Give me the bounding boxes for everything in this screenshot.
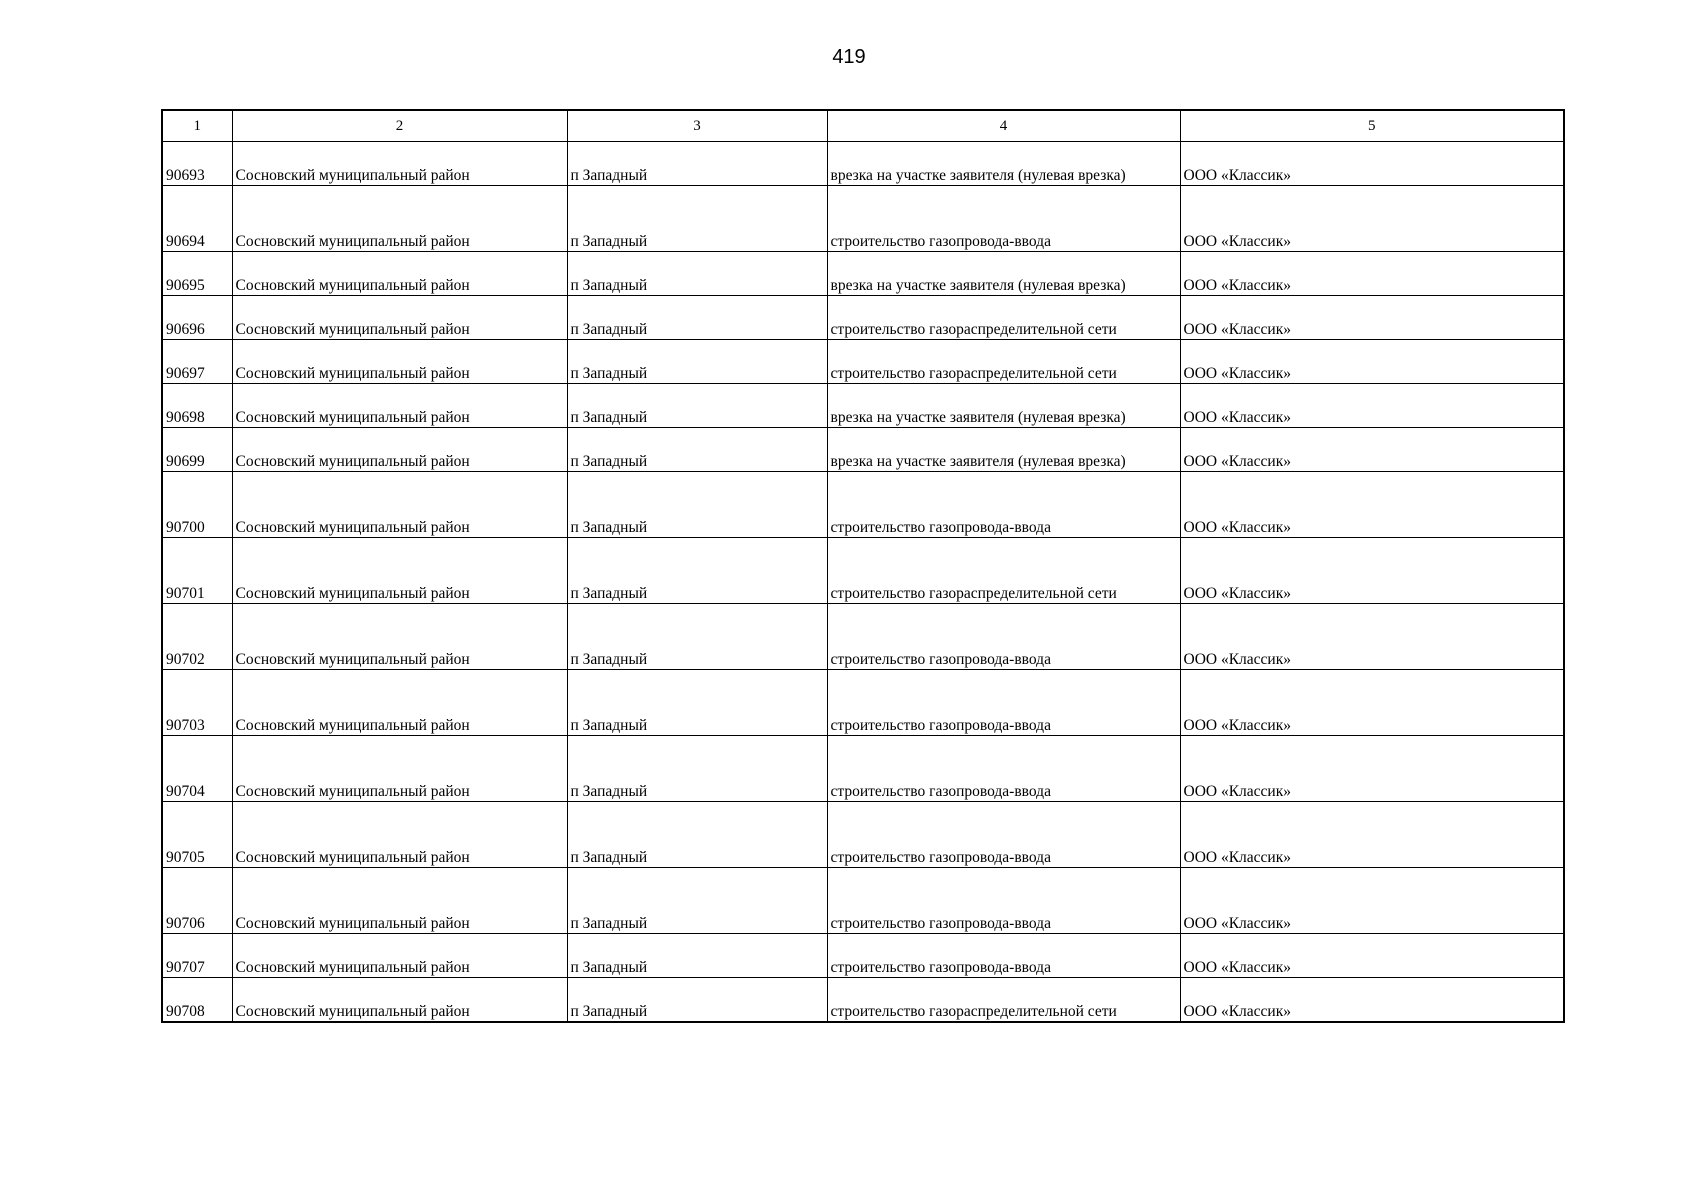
cell-locality: п Западный — [567, 472, 827, 538]
cell-locality: п Западный — [567, 736, 827, 802]
cell-id: 90700 — [162, 472, 232, 538]
cell-id: 90697 — [162, 340, 232, 384]
cell-district: Сосновский муниципальный район — [232, 670, 567, 736]
cell-org: ООО «Классик» — [1180, 802, 1564, 868]
cell-district: Сосновский муниципальный район — [232, 384, 567, 428]
cell-district: Сосновский муниципальный район — [232, 340, 567, 384]
cell-org: ООО «Классик» — [1180, 142, 1564, 186]
cell-work: строительство газопровода-ввода — [827, 604, 1180, 670]
cell-district: Сосновский муниципальный район — [232, 538, 567, 604]
cell-id: 90694 — [162, 186, 232, 252]
table-row — [162, 868, 1564, 934]
cell-locality: п Западный — [567, 186, 827, 252]
table-row — [162, 670, 1564, 736]
table-row — [162, 340, 1564, 384]
column-header-3: 3 — [567, 110, 827, 142]
cell-locality: п Западный — [567, 868, 827, 934]
cell-work: строительство газораспределительной сети — [827, 296, 1180, 340]
cell-id: 90706 — [162, 868, 232, 934]
cell-district: Сосновский муниципальный район — [232, 252, 567, 296]
cell-locality: п Западный — [567, 538, 827, 604]
cell-work: врезка на участке заявителя (нулевая врезка) — [827, 384, 1180, 428]
cell-work: строительство газопровода-ввода — [827, 472, 1180, 538]
cell-id: 90699 — [162, 428, 232, 472]
cell-org: ООО «Классик» — [1180, 868, 1564, 934]
cell-locality: п Западный — [567, 802, 827, 868]
cell-org: ООО «Классик» — [1180, 736, 1564, 802]
cell-district: Сосновский муниципальный район — [232, 142, 567, 186]
cell-org: ООО «Классик» — [1180, 340, 1564, 384]
cell-org: ООО «Классик» — [1180, 670, 1564, 736]
cell-district: Сосновский муниципальный район — [232, 186, 567, 252]
table-row — [162, 978, 1564, 1023]
cell-district: Сосновский муниципальный район — [232, 868, 567, 934]
cell-id: 90696 — [162, 296, 232, 340]
cell-id: 90693 — [162, 142, 232, 186]
cell-work: строительство газопровода-ввода — [827, 802, 1180, 868]
column-header-5: 5 — [1180, 110, 1564, 142]
cell-work: врезка на участке заявителя (нулевая врезка) — [827, 252, 1180, 296]
cell-id: 90703 — [162, 670, 232, 736]
table-row — [162, 296, 1564, 340]
cell-id: 90695 — [162, 252, 232, 296]
table-row — [162, 802, 1564, 868]
cell-locality: п Западный — [567, 428, 827, 472]
cell-id: 90707 — [162, 934, 232, 978]
cell-work: строительство газораспределительной сети — [827, 978, 1180, 1023]
cell-locality: п Западный — [567, 384, 827, 428]
cell-id: 90704 — [162, 736, 232, 802]
page-number: 419 — [832, 46, 866, 68]
cell-org: ООО «Классик» — [1180, 934, 1564, 978]
cell-org: ООО «Классик» — [1180, 604, 1564, 670]
cell-district: Сосновский муниципальный район — [232, 802, 567, 868]
cell-locality: п Западный — [567, 934, 827, 978]
cell-work: врезка на участке заявителя (нулевая врезка) — [827, 428, 1180, 472]
table-row — [162, 252, 1564, 296]
cell-locality: п Западный — [567, 252, 827, 296]
cell-work: строительство газораспределительной сети — [827, 538, 1180, 604]
cell-id: 90705 — [162, 802, 232, 868]
cell-district: Сосновский муниципальный район — [232, 428, 567, 472]
cell-district: Сосновский муниципальный район — [232, 472, 567, 538]
cell-id: 90702 — [162, 604, 232, 670]
table-row — [162, 538, 1564, 604]
cell-org: ООО «Классик» — [1180, 538, 1564, 604]
cell-work: строительство газораспределительной сети — [827, 340, 1180, 384]
table-row — [162, 142, 1564, 186]
table-row — [162, 604, 1564, 670]
column-header-2: 2 — [232, 110, 567, 142]
column-header-1: 1 — [162, 110, 232, 142]
cell-id: 90708 — [162, 978, 232, 1023]
registry-table — [161, 109, 1565, 1023]
cell-work: строительство газопровода-ввода — [827, 736, 1180, 802]
cell-work: строительство газопровода-ввода — [827, 670, 1180, 736]
table-row — [162, 934, 1564, 978]
cell-id: 90698 — [162, 384, 232, 428]
table-row — [162, 186, 1564, 252]
cell-org: ООО «Классик» — [1180, 296, 1564, 340]
column-header-4: 4 — [827, 110, 1180, 142]
cell-work: строительство газопровода-ввода — [827, 186, 1180, 252]
cell-district: Сосновский муниципальный район — [232, 934, 567, 978]
cell-org: ООО «Классик» — [1180, 428, 1564, 472]
cell-locality: п Западный — [567, 670, 827, 736]
cell-id: 90701 — [162, 538, 232, 604]
cell-district: Сосновский муниципальный район — [232, 978, 567, 1023]
table-row — [162, 384, 1564, 428]
cell-work: строительство газопровода-ввода — [827, 868, 1180, 934]
table-row — [162, 472, 1564, 538]
cell-locality: п Западный — [567, 340, 827, 384]
cell-org: ООО «Классик» — [1180, 978, 1564, 1023]
cell-org: ООО «Классик» — [1180, 384, 1564, 428]
table-row — [162, 736, 1564, 802]
cell-district: Сосновский муниципальный район — [232, 736, 567, 802]
table-header-row — [162, 110, 1564, 142]
cell-org: ООО «Классик» — [1180, 186, 1564, 252]
cell-locality: п Западный — [567, 604, 827, 670]
cell-district: Сосновский муниципальный район — [232, 296, 567, 340]
cell-org: ООО «Классик» — [1180, 252, 1564, 296]
cell-district: Сосновский муниципальный район — [232, 604, 567, 670]
cell-work: строительство газопровода-ввода — [827, 934, 1180, 978]
cell-locality: п Западный — [567, 978, 827, 1023]
cell-locality: п Западный — [567, 142, 827, 186]
table-row — [162, 428, 1564, 472]
cell-work: врезка на участке заявителя (нулевая врезка) — [827, 142, 1180, 186]
cell-org: ООО «Классик» — [1180, 472, 1564, 538]
cell-locality: п Западный — [567, 296, 827, 340]
